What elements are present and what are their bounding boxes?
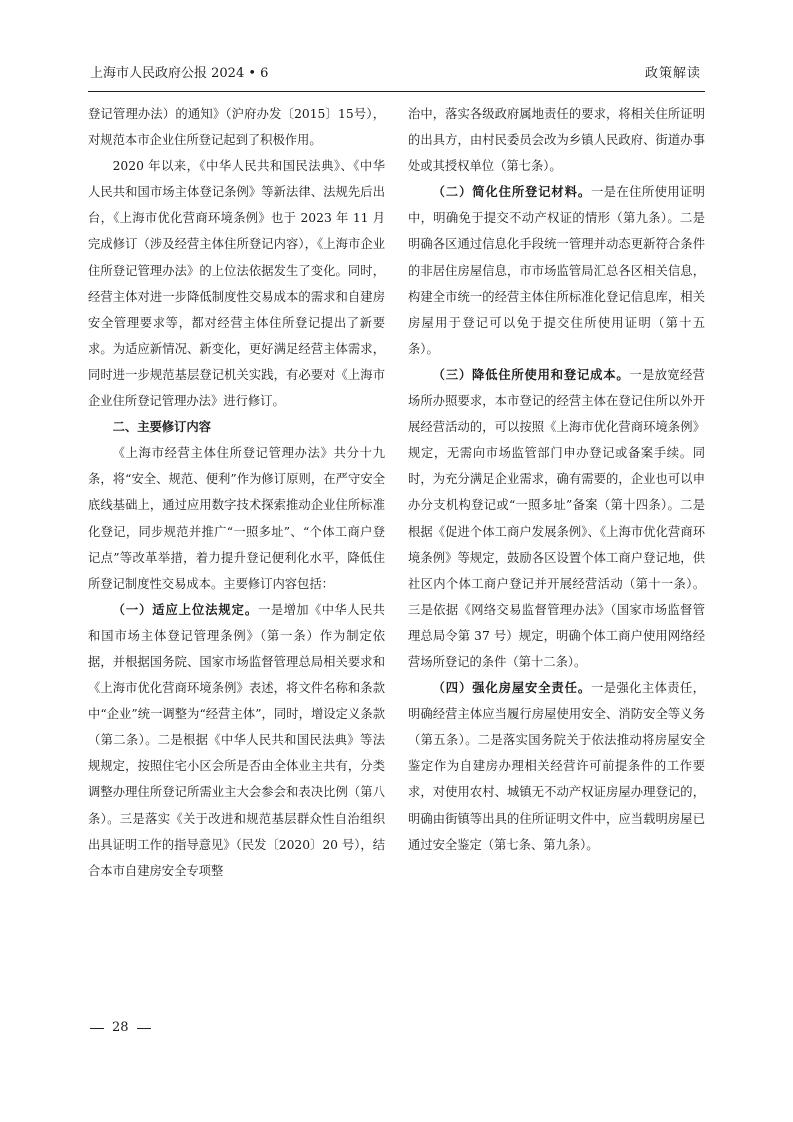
page-footer [90,1020,151,1036]
paragraph-item-1 [88,597,385,884]
item-3-body: 一是放宽经营场所办照要求，本市登记的经营主体在登记住所以外开展经营活动的，可以按照《上海市优化营商环境条例》规定，无需向市场监管部门申办登记或备案手续。同时，为充分满足企业需求，确有需要的，企业也可以申办分支机构登记或“一照多址”备案（第十四条）。二是根据《促进个体工商户发展条例》、《上海市优化营商环境条例》等规定，鼓励各区设置个体工商户登记地，供社区内个体工商户登记并开展经营活动（第十一条）。三是依据《网络交易监督管理办法》（国家市场监督管理总局令第 37 号）规定，明确个体工商户使用网络经营场所登记的条件（第十二条）。 [408,367,705,669]
item-4-body: 一是强化主体责任，明确经营主体应当履行房屋使用安全、消防安全等义务（第五条）。二是落实国务院关于依法推动将房屋安全鉴定作为自建房办理相关经营许可前提条件的工作要求，对使用农村、城镇无不动产权证房屋办理登记的，明确由街镇等出具的住所证明文件中，应当载明房屋已通过安全鉴定（第七条、第九条）。 [408,681,705,852]
paragraph-item-3 [408,362,705,675]
header-divider [88,91,705,92]
section-heading: 二、主要修订内容 [112,420,211,435]
paragraph-continued-right: 治中，落实各级政府属地责任的要求，将相关住所证明的出具方，由村民委员会改为乡镇人民政府、街道办事处或其授权单位（第七条）。 [408,107,705,174]
item-1-body: 一是增加《中华人民共和国市场主体登记管理条例》（第一条）作为制定依据，并根据国务院、国家市场监督管理总局相关要求和《上海市优化营商环境条例》表述，将文件名称和条款中“企业”统一调整为“经营主体”，同时，增设定义条款（第二条）。二是根据《中华人民共和国民法典》等法规规定，按照住宅小区会所是否由全体业主共有，分类调整办理住所登记所需业主大会参会和表决比例（第八条）。三是落实《关于改进和规范基层群众性自治组织出具证明工作的指导意见》（民发〔2020〕20 号），结合本市自建房安全专项整 [88,602,385,878]
dash-left [90,1028,104,1029]
item-3-heading: （三）降低住所使用和登记成本。 [432,366,630,382]
paragraph-background: 2020 年以来，《中华人民共和国民法典》、《中华人民共和国市场主体登记条例》等新法律、法规先后出台，《上海市优化营商环境条例》也于 2023 年 11 月完成修订（涉及经营主体住所登记内容），《上海市企业住所登记管理办法》的上位法依据发生了变化。同时，经营主体对进一步降低制度性交易成本的需求和自建房安全管理要求等，都对经营主体住所登记提出了新要求。为适应新情况、新变化，更好满足经营主体需求，同时进一步规范基层登记机关实践，有必要对《上海市企业住所登记管理办法》进行修订。 [88,159,385,409]
dash-right [137,1028,151,1029]
paragraph-item-2 [408,179,705,362]
item-2-heading: （二）简化住所登记材料。 [432,184,592,200]
left-column [88,101,385,884]
item-2-body: 一是在住所使用证明中，明确免于提交不动产权证的情形（第九条）。二是明确各区通过信息化手段统一管理并动态更新符合条件的非居住房屋信息，市市场监管局汇总各区相关信息，构建全市统一的经营主体住所标准化登记信息库，相关房屋用于登记可以免于提交住所使用证明（第十五条）。 [408,185,705,356]
paragraph-overview: 《上海市经营主体住所登记管理办法》共分十九条，将“安全、规范、便利”作为修订原则，在严守安全底线基础上，通过应用数字技术探索推动企业住所标准化登记，同步规范并推广“一照多址”、“个体工商户登记点”等改革举措，着力提升登记便利化水平，降低住所登记制度性交易成本。主要修订内容包括： [88,446,385,591]
journal-title: 上海市人民政府公报 2024 • 6 [90,66,269,81]
item-4-heading: （四）强化房屋安全责任。 [432,680,592,696]
paragraph-continued: 登记管理办法）的通知》（沪府办发〔2015〕15号），对规范本市企业住所登记起到了积极作用。 [88,107,385,148]
paragraph-item-4 [408,675,705,858]
right-column [408,101,705,858]
section-title: 政策解读 [644,66,701,81]
page-number: 28 [112,1020,129,1035]
item-1-heading: （一）适应上位法规定。 [112,601,259,617]
